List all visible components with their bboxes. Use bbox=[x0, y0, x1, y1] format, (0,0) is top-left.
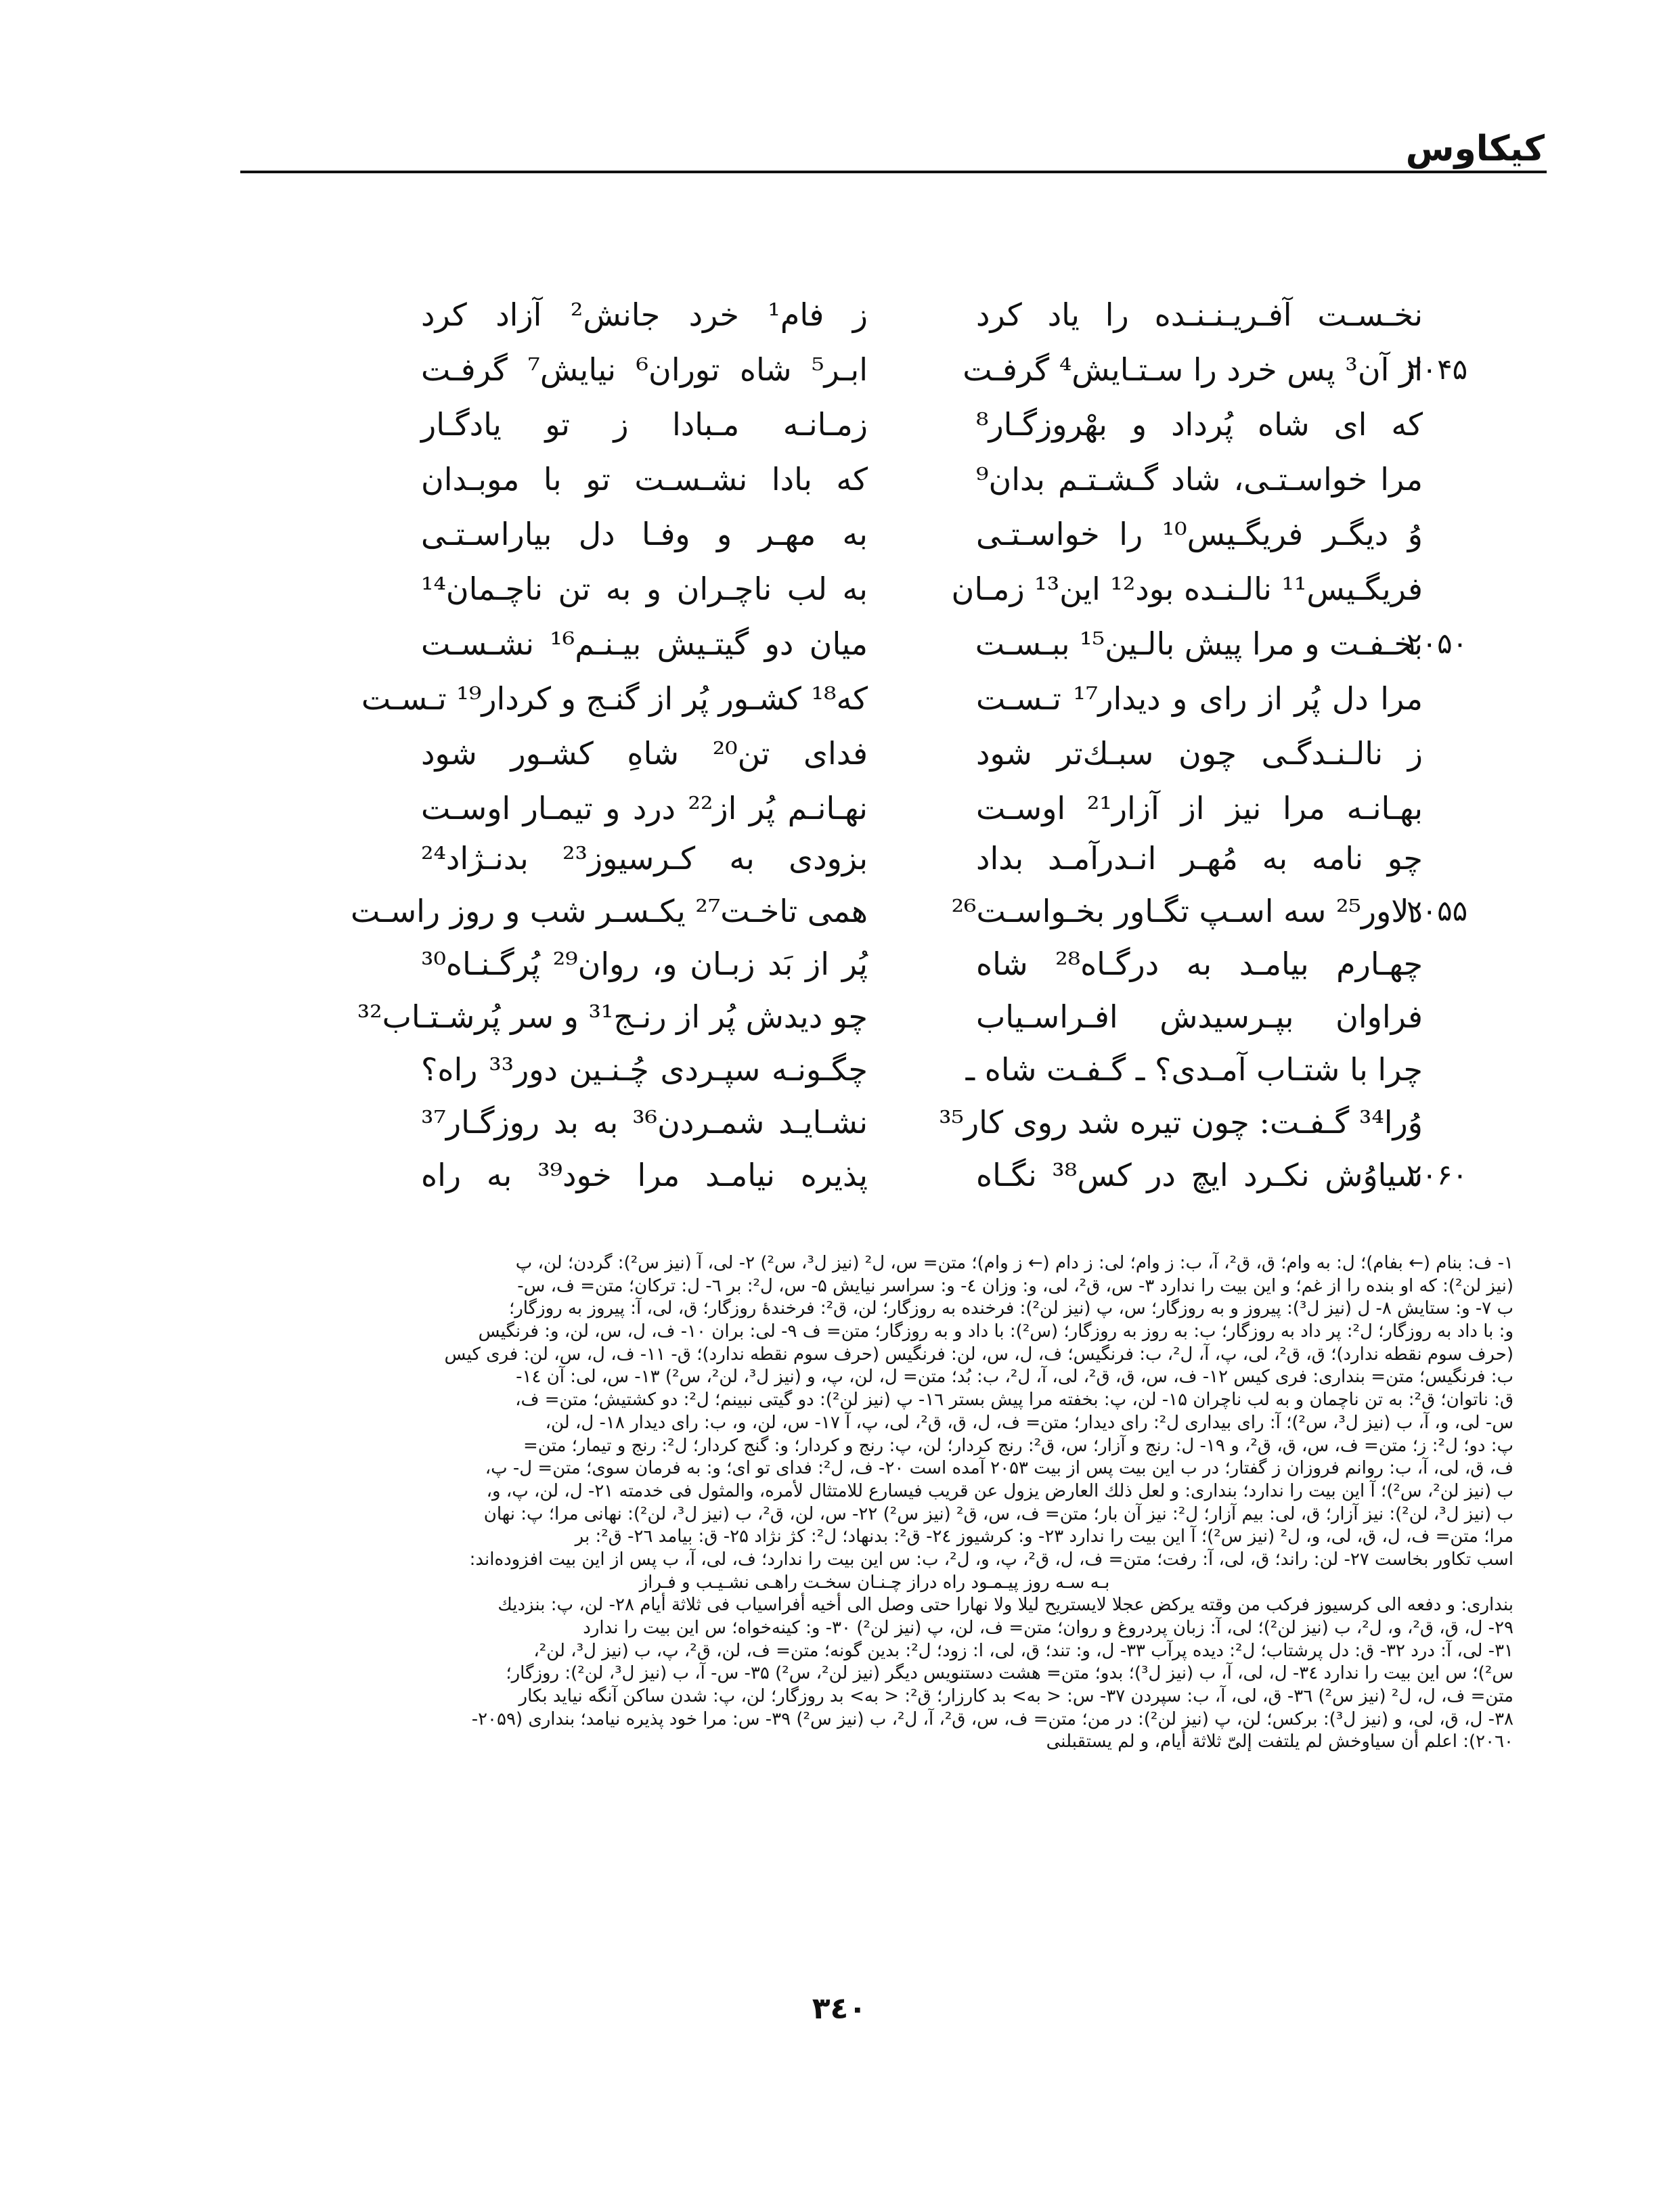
verse-hemistich-right: بخـفـت و مرا پیش بالـین¹⁵ ببـسـت bbox=[975, 625, 1423, 662]
verse-hemistich-right: سیاوُش نکـرد ایچ در کس³⁸ نگـاه bbox=[976, 1157, 1423, 1193]
verse-hemistich-left: ابـر⁵ شاه توران⁶ نیایش⁷ گرفـت bbox=[421, 351, 868, 388]
verse-hemistich-left: فدای تن²⁰ شاهِ کشـور شود bbox=[421, 735, 868, 772]
footnote-line: ب (نیز لن²، س²)؛ آ این بیت را ندارد؛ بنداری: و لعل ذلك العارض یزول عن قریب فیسارع للامتثال لأمره، والمثول فی خدمته ۲۱- ل، لن، پ، و، bbox=[486, 1480, 1513, 1501]
footnote-line: پ: دو؛ ل²: ز؛ متن= ف، س، ق، ق²، و ۱۹- ل: رنج و آزار؛ س، ق²: رنج کردار؛ لن، پ: رنج و کردار؛ و: گنج کردار؛ ل²: رنج و تیمار؛ متن= bbox=[523, 1435, 1513, 1456]
header-rule bbox=[240, 171, 1547, 173]
verse-hemistich-right: که ای شاه پُرداد و بهْروزگـار⁸ bbox=[976, 406, 1423, 443]
verse-hemistich-right: مرا خواسـتـی، شاد گـشـتـم بدان⁹ bbox=[976, 461, 1423, 498]
footnote-line: ب ۷- و: ستایش ۸- ل (نیز ل³): پیروز و به روزگار؛ س، پ (نیز لن²): فرخنده به روزگار؛ لن، ق²: فرخندهٔ روزگار؛ ق، لی، آ: پیروز به روزگار؛ bbox=[508, 1298, 1513, 1319]
footnote-line: ۱- ف: بنام (← بفام)؛ ل: به وام؛ ق، ق²، آ، ب: ز وام؛ لی: ز دام (← ز وام)؛ متن= س، ل² (نیز ل³، س²) ۲- لی، آ (نیز س²): گردن؛ لن، پ bbox=[515, 1253, 1513, 1273]
verse-hemistich-left: نهـانـم پُر از²² درد و تیمـار اوسـت bbox=[421, 790, 868, 826]
footnote-line: ب (نیز ل³، لن²): نیز آزار؛ ق، لی: بیم آزار؛ ل²: نیز آن بار؛ متن= ف، س، ق² (نیز س²) ۲۲- س، لن، ق²، ب (نیز ل³، لن²): نهانی مرا؛ پ: نهان bbox=[483, 1503, 1513, 1524]
footnotes-section bbox=[236, 1252, 1513, 1754]
verse-hemistich-left: چگـونـه سپـردی چُـنـین دور³³ راه؟ bbox=[421, 1051, 868, 1088]
footnote-line: بنداری: و دفعه الی کرسیوز فرکب من وقته یرکض عجلا لایستریح لیلا ولا نهارا حتی وصل الی أخیه أفراسیاب فی ثلاثة أیام ۲۸- لن، پ: بنزدیك bbox=[498, 1595, 1513, 1616]
verse-hemistich-right: نخـسـت آفـریـنـنـده را یاد کرد bbox=[976, 296, 1423, 333]
footnote-line: (حرف سوم نقطه ندارد)؛ ق، ق²، لی، پ، آ، ل²، ب: فرنگیس؛ ف، ل، س، لن: فرنگیس (حرف سوم نقطه ندارد)؛ ق- ۱۱- ف، ل، س، لن: فری کیس bbox=[444, 1344, 1513, 1365]
verse-hemistich-right: وُ دیگـر فریگـیس¹⁰ را خواسـتـی bbox=[976, 516, 1423, 552]
verse-line-number: ۲۰۶۰ bbox=[1407, 1158, 1468, 1191]
page-number: ۳٤۰ bbox=[812, 1991, 867, 2026]
verse-hemistich-right: فراوان بپـرسیدش افـراسـیاب bbox=[976, 998, 1423, 1035]
verse-hemistich-left: زمـانـه مـبادا ز تو یادگـار bbox=[421, 406, 868, 443]
verse-line-number: ۲۰۵۰ bbox=[1407, 627, 1468, 660]
verse-line-number: ۲۰۴۵ bbox=[1407, 353, 1468, 386]
footnote-line: مرا؛ متن= ف، ل، ق، لی، و، ل² (نیز س²)؛ آ این بیت را ندارد ۲۳- و: کرشیوز ۲٤- ق²: بدنهاد؛ ل²: کژ نژاد ۲۵- ق: بیامد ۲٦- ق²: بر bbox=[575, 1526, 1513, 1547]
verse-hemistich-left: ز فام¹ خرد جانش² آزاد کرد bbox=[421, 296, 868, 333]
verse-hemistich-right: چهـارم بیامـد به درگـاه²⁸ شاه bbox=[976, 946, 1423, 982]
verse-hemistich-right: بهـانـه مرا نیز از آزار²¹ اوسـت bbox=[976, 790, 1423, 826]
verse-hemistich-left: که بادا نشـسـت تو با موبـدان bbox=[421, 461, 868, 498]
verse-hemistich-right: وُرا³⁴ گـفـت: چون تیره شد روی کار³⁵ bbox=[939, 1104, 1423, 1141]
verse-hemistich-right: مرا دل پُر از رای و دیدار¹⁷ تـسـت bbox=[976, 680, 1423, 717]
verse-hemistich-right: فریگـیس¹¹ نالـنـده بود¹² این¹³ زمـان bbox=[951, 571, 1423, 607]
verse-hemistich-left: به مهـر و وفـا دل بیاراسـتـی bbox=[421, 516, 868, 552]
footnote-line: و: با داد به روزگار؛ ل²: پر داد به روزگار؛ ب: به روز به روزگار؛ (س²): با داد و به روزگار؛ متن= ف ۹- لی: بران ۱۰- ف، ل، س، لن، و: فرنگیس bbox=[478, 1321, 1513, 1342]
verse-hemistich-right: چو نامه به مُهـر انـدرآمـد بداد bbox=[976, 840, 1423, 877]
verse-hemistich-right: از آن³ پس خرد را سـتـایش⁴ گرفـت bbox=[963, 351, 1423, 388]
verse-hemistich-left: پُر از بَد زبـان و، روان²⁹ پُرگـنـاه³⁰ bbox=[421, 946, 868, 982]
footnote-line: متن= ف، ل، ل² (نیز س²) ۳٦- ق، لی، آ، ب: سپردن ۳۷- س: < به> بد کارزار؛ ق²: < به> بد روزگار؛ لن، پ: شدن ساکن آنگه نیاید بکار bbox=[518, 1686, 1513, 1707]
verse-hemistich-left: که¹⁸ کشـور پُر از گنـج و کردار¹⁹ تـسـت bbox=[361, 680, 868, 717]
footnote-line: اسب تکاور بخاست ۲۷- لن: راند؛ ق، لی، آ: رفت؛ متن= ف، ل، ق²، پ، و، ل²، ب: س این بیت را ندارد؛ ف، لی، آ، ب پس از این بیت افزوده‌اند: bbox=[469, 1549, 1513, 1570]
verse-hemistich-right: چرا با شتـاب آمـدی؟ ـ گـفـت شاه ـ bbox=[965, 1051, 1423, 1088]
verse-hemistich-left: چو دیدش پُر از رنـج³¹ و سر پُرشـتـاب³² bbox=[357, 998, 868, 1035]
verse-hemistich-left: پذیره نیامـد مرا خود³⁹ به راه bbox=[421, 1157, 868, 1193]
page-header-title: کیکاوس bbox=[1405, 129, 1545, 169]
verse-hemistich-left: میان دو گیتـیش بیـنـم¹⁶ نشـسـت bbox=[421, 625, 868, 662]
footnote-line: س²)؛ س این بیت را ندارد ۳٤- ل، لی، آ، ب (نیز ل³)؛ بدو؛ متن= هشت دستنویس دیگر (نیز لن²، س²) ۳۵- س- آ، ب (نیز ل³، لن²): روزگار؛ bbox=[506, 1663, 1513, 1684]
verse-hemistich-left: همی تاخـت²⁷ یکـسـر شب و روز راسـت bbox=[350, 893, 868, 929]
footnote-line: ۲۰٦۰): اعلم أن سیاوخش لم یلتفت إلیّ ثلاثة أیام، و لم یستقبلنی bbox=[1046, 1731, 1513, 1752]
footnote-line: ب: فرنگیس؛ متن= بنداری: فری کیس ۱۲- ف، س، ق، ق²، لی، آ، ل²، ب: بُد؛ متن= ل، لن، پ، و (نیز ل³، لن²، س²) ۱۳- س، لی: آن ۱٤- bbox=[516, 1367, 1513, 1388]
footnote-line: س- لی، و، آ، ب (نیز ل³، س²)؛ آ: رای بیداری ل²: رای دیدار؛ متن= ف، ل، ق، ق²، لی، پ، آ ۱۷- س، لن، و، ب: رای دیدار ۱۸- ل، لن، bbox=[545, 1412, 1513, 1433]
verse-hemistich-left: نشـایـد شمـردن³⁶ به بد روزگـار³⁷ bbox=[421, 1104, 868, 1141]
footnote-line: (نیز لن²): که او بنده را از غم؛ و این بیت را ندارد ۳- س، ق²، لی، و: وزان ٤- و: سراسر نیایش ۵- س، ل²: بر ٦- ل: ترکان؛ متن= ف، س- bbox=[517, 1275, 1513, 1296]
verse-line-number: ۲۰۵۵ bbox=[1407, 894, 1468, 927]
footnote-line: ق: ناتوان؛ ق²: به تن ناچمان و به لب ناچران ۱۵- لن، پ: بخفته مرا پیش بستر ۱٦- پ (نیز لن²): دو گیتی نبینم؛ ل²: دو کشتیش؛ متن= ف، bbox=[515, 1390, 1513, 1411]
footnote-added-verse: بـه سـه روز پیـمـود راه دراز چـنـان سخـت راهـی نشـیـب و فـراز bbox=[639, 1572, 1110, 1593]
verse-hemistich-left: به لب ناچـران و به تن ناچـمان¹⁴ bbox=[421, 571, 868, 607]
footnote-line: ۲۹- ل، ق، ق²، و، ل²، ب (نیز لن²)؛ لی، آ: زبان پردروغ و روان؛ متن= ف، لن، پ (نیز لن²) ۳۰- و: کینه‌خواه؛ س این بیت را ندارد bbox=[583, 1618, 1513, 1638]
footnote-line: ۳۸- ل، ق، لی، و (نیز ل³): برکس؛ لن، پ (نیز لن²): در من؛ متن= ف، س، ق²، آ، ل²، ب (نیز س²) ۳۹- س: مرا خود پذیره نیامد؛ بنداری (۲۰۵۹- bbox=[471, 1708, 1513, 1729]
verse-hemistich-right: ز نالـنـدگـی چون سبـك‌تر شود bbox=[976, 735, 1423, 772]
verse-hemistich-left: بزودی به کـرسیوز²³ بدنـژاد²⁴ bbox=[421, 840, 868, 877]
footnote-line: ف، ق، لی، آ، ب: روانم فروزان ز گفتار؛ در ب این بیت پس از بیت ۲۰۵۳ آمده است ۲۰- ف، ل²: فدای تو ای؛ و: به فرمان سوی؛ متن= ل- پ، bbox=[485, 1458, 1513, 1479]
footnote-line: ۳۱- لی، آ: درد ۳۲- ق: دل پرشتاب؛ ل²: دیده پرآب ۳۳- ل، و: تند؛ ق، لی، ا: زود؛ ل²: بدین گونه؛ متن= ف، لن، ق²، پ، ب (نیز ل³، لن²، bbox=[533, 1640, 1513, 1661]
verse-hemistich-right: دلاور²⁵ سه اسـپ تگـاور بخـواسـت²⁶ bbox=[951, 893, 1423, 929]
